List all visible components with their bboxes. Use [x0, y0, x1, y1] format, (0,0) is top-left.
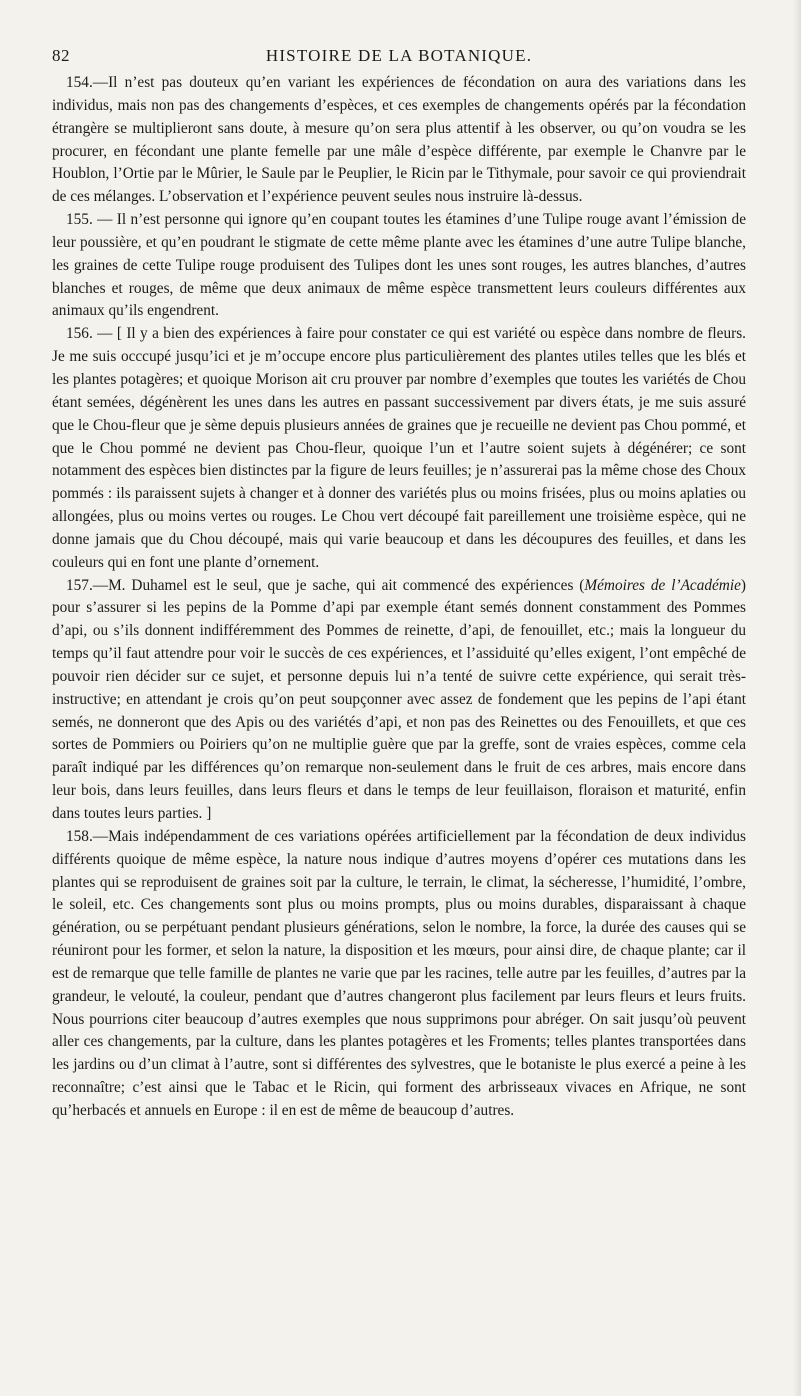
citation-title: Mémoires de l’Académie	[584, 576, 741, 594]
paragraph-text: —Il n’est pas douteux qu’en variant les expériences de fécondation on aura des variations dans les individus, mais non pas des changements d’espèces, et ces exemples de changements opérés par la fécondation étrangère se multiplieront sans doute, à mesure qu’on sera plus attentif à les observer, ou qu’on voudra se les procurer, en fécondant une plante femelle par une mâle d’espèce différente, par exemple le Chanvre par le Houblon, l’Ortie par le Mûrier, le Saule par le Peuplier, le Ricin par le Tithymale, pour savoir ce qui proviendrait de ces mélanges. L’observation et l’expérience peuvent seules nous instruire là-dessus.	[52, 74, 746, 206]
paragraph-text-continued: ) pour s’assurer si les pepins de la Pomme d’api par exemple étant semés donnent constamment des Pommes d’api, ou s’ils donnent indifféremment des Pommes de reinette, d’api, de fenouillet, etc.; mais la longueur du temps qu’il faut attendre pour voir le succès de ces expériences, et l’assiduité qu’elles exigent, l’ont empêché de pouvoir rien décider sur ce sujet, et personne depuis lui n’a tenté de suivre cette expérience, qui serait très-instructive; en attendant je crois qu’on peut soupçonner avec assez de fondement que les pepins de l’api étant semés, ne donneront que des Apis ou des variétés d’api, et non pas des Reinettes ou des Fenouillets, et que ces sortes de Pommiers ou Poiriers qu’on ne multiplie guère que par la greffe, sont de vraies espèces, comme cela paraît indiqué par les différences qu’on remarque non-seulement dans le fruit de ces arbres, mais encore dans leur bois, dans leurs feuilles, dans leurs fleurs et dans le temps de leur feuillaison, floraison et maturité, enfin dans toutes leurs parties. ]	[52, 576, 746, 822]
paragraph-number: 156.	[66, 325, 93, 343]
paragraph-text: —Mais indépendamment de ces variations opérées artificiellement par la fécondation de deux individus différents quoique de même espèce, la nature nous indique d’autres moyens d’opérer ces mutations dans les plantes qui se reproduisent de graines soit par la culture, le terrain, le climat, la sécheresse, l’humidité, l’ombre, le soleil, etc. Ces changements sont plus ou moins prompts, plus ou moins durables, disparaissant à chaque génération, ou se perpétuant pendant plusieurs générations, selon le nombre, la force, la durée des causes qui se réuniront pour les former, et selon la nature, la disposition et les mœurs, pour ainsi dire, de chaque plante; car il est de remarque que telle famille de plantes ne varie que par les racines, telle autre par les feuilles, d’autres par la grandeur, le velouté, la couleur, pendant que d’autres changeront plus facilement par leurs fleurs et leurs fruits. Nous pourrions citer beaucoup d’autres exemples que nous supprimons pour abréger. On sait jusqu’où peuvent aller ces changements, par la culture, dans les plantes potagères et les Froments; telles plantes transportées dans les jardins ou d’un climat à l’autre, sont si différentes des sylvestres, que le botaniste le plus exercé a peine à les reconnaître; c’est ainsi que le Tabac et le Ricin, qui forment des arbrisseaux vivaces en Afrique, ne sont qu’herbacés et annuels en Europe : il en est de même de beaucoup d’autres.	[52, 827, 746, 1119]
paragraph-number: 157.	[66, 576, 93, 594]
paragraph-158	[52, 826, 746, 1123]
text-body	[52, 72, 746, 1123]
paragraph-156	[52, 323, 746, 574]
paragraph-number: 155.	[66, 211, 93, 229]
running-head	[52, 46, 746, 68]
paragraph-text: —M. Duhamel est le seul, que je sache, qui ait commencé des expériences (	[92, 576, 585, 594]
paragraph-number: 154.	[66, 74, 93, 91]
paragraph-number: 158.	[66, 827, 93, 845]
paragraph-154	[52, 72, 746, 209]
page-number: 82	[52, 46, 70, 65]
running-title: HISTOIRE DE LA BOTANIQUE.	[265, 46, 533, 65]
paragraph-155	[52, 209, 746, 323]
paragraph-text: — Il n’est personne qui ignore qu’en coupant toutes les étamines d’une Tulipe rouge avant l’émission de leur poussière, et qu’en poudrant le stigmate de cette même plante avec les étamines d’une autre Tulipe blanche, les graines de cette Tulipe rouge produisent des Tulipes dont les unes sont rouges, les autres blanches, d’autres blanches et rouges, de même que deux animaux de même espèce transmettent leurs couleurs différentes aux animaux qu’ils engendrent.	[52, 211, 746, 320]
paragraph-157	[52, 575, 746, 826]
page-edge-shadow	[793, 0, 801, 1396]
paragraph-text: — [ Il y a bien des expériences à faire pour constater ce qui est variété ou espèce dans nombre de fleurs. Je me suis occcupé jusqu’ici et je m’occupe encore plus particulièrement des plantes utiles telles que les blés et les plantes potagères; et quoique Morison ait cru prouver par nombre d’exemples que toutes les variétés de Chou étant semées, dégénèrent les unes dans les autres en passant successivement par divers états, je me suis assuré que le Chou-fleur que je sème depuis plusieurs années de graines que je recueille ne devient pas Chou pommé, et que le Chou pommé ne devient pas Chou-fleur, quoique l’un et l’autre soient sujets à dégénérer; ce sont notamment des espèces bien distinctes par la figure de leurs feuilles; je n’assurerai pas la même chose des Choux pommés : ils paraissent sujets à changer et à donner des variétés plus ou moins frisées, plus ou moins aplaties ou allongées, plus ou moins vertes ou rouges. Le Chou vert découpé fait pareillement une troisième espèce, qui ne donne jamais que du Chou découpé, mais qui varie beaucoup et dans les découpures des feuilles, et dans les couleurs qui en font une plante d’ornement.	[52, 325, 746, 571]
